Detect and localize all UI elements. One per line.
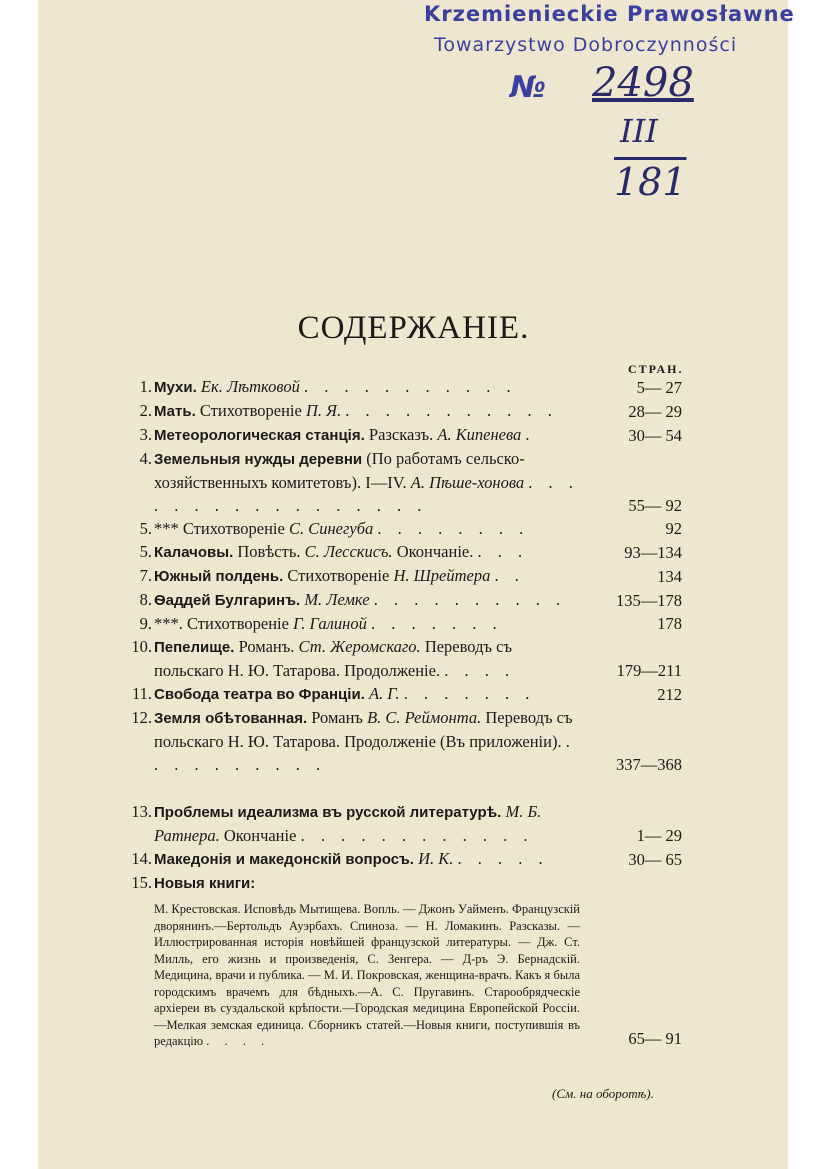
entry-title: Метеорологическая станція. (154, 427, 365, 444)
leader-dots: . . . . . . . . . . . (303, 377, 517, 396)
entry-pages: 30— 54 (628, 426, 682, 445)
leader-dots: . . . . . . . (370, 614, 503, 633)
books-pages: 65— 91 (628, 1028, 682, 1048)
entry-genre: Романъ. (238, 637, 295, 656)
entry-title: Свобода театра во Франціи. (154, 686, 365, 703)
leader-dots: . . . . . . . . (377, 519, 530, 538)
entry-genre: Разсказъ. (368, 425, 434, 444)
entry-author: М. Б. Ратнера. (154, 802, 542, 845)
entry-pages: 5— 27 (636, 378, 682, 397)
toc-entry (110, 800, 690, 847)
books-description: М. Крестовская. Исповѣдь Мытищева. Вопль. — Джонъ Уайменъ. Французскій дворянинъ.—Бертольдъ Ауэрбахъ. Спиноза. — Н. Ломакинъ. Разсказы. — Иллюстрированная исторія новѣйшей французской литературы. — Дж. Ст. Милль, его жизнь и произведенія, С. Зенгера. — Д-ръ Э. Бернадскій. Медицина, врачи и публика. — М. И. Покровская, женщина-врачъ. Какъ я была городскимъ врачемъ для бѣдныхъ.—А. С. Пругавинъ. Старообрядческіе архіереи въ суздальской крѣпости.—Городская медицина Европейской Россіи.—Мелкая земская единица. Сборникъ статей.—Новыя книги, поступившія въ редакцію (154, 902, 580, 1048)
entry-text (154, 540, 580, 564)
entry-number: 13. (131, 802, 152, 821)
entry-number: 11. (131, 684, 152, 703)
leader-dots: . . . . . . . . . . . . . . . . . (154, 473, 579, 515)
toc-entry (110, 682, 690, 706)
entry-number: 5. (139, 519, 152, 538)
entry-author: Г. Галиной (293, 614, 367, 633)
leader-dots: . . . . (444, 661, 516, 680)
entry-author: А. Кипенева (437, 425, 522, 444)
toc-entry (110, 564, 690, 588)
leader-dots: . . . . . . . . . . . . (300, 826, 534, 845)
toc-entry (110, 847, 690, 871)
entry-text (154, 800, 580, 847)
entry-text (154, 682, 580, 706)
toc-entry (110, 375, 690, 399)
handwritten-volume-mark: III (620, 112, 658, 150)
toc-entry (110, 635, 690, 682)
entry-pages: 178 (657, 614, 682, 633)
entry-number: 4. (139, 449, 152, 468)
entry-text (154, 588, 580, 612)
pages-column-header: СТРАН. (628, 362, 684, 376)
toc-entry (110, 423, 690, 447)
entry-text (154, 447, 580, 517)
entry-author: И. К. (418, 849, 454, 868)
entry-text (154, 399, 580, 423)
new-books-list (110, 901, 690, 1050)
toc-entry (110, 588, 690, 612)
entry-title: Мухи. (154, 379, 197, 396)
stamp-number-sign: № (510, 70, 547, 105)
entry-genre: Стихотвореніе (287, 566, 390, 585)
entry-genre: Стихотвореніе (199, 401, 302, 420)
entry-author: Ек. Лѣтковой (200, 377, 300, 396)
entry-genre: (По работамъ сельско-хозяйственныхъ комитетовъ). I—IV. (154, 449, 525, 492)
entry-number: 10. (131, 637, 152, 656)
leader-dots: . . . . . . . (403, 684, 536, 703)
entry-text (154, 517, 580, 540)
entry-number: 2. (139, 401, 152, 420)
entry-author: А. Г. (368, 684, 400, 703)
entry-text (154, 847, 580, 871)
entry-author: Ст. Жеромскаго. (298, 637, 421, 656)
entry-author: Н. Шрейтера (393, 566, 491, 585)
entry-pages: 55— 92 (628, 496, 682, 515)
entry-title: Проблемы идеализма въ русской литературѣ. (154, 804, 502, 821)
entry-number: 3. (139, 425, 152, 444)
entry-number: 5. (139, 542, 152, 561)
leader-dots: . . . . (206, 1034, 271, 1048)
entry-number: 14. (131, 849, 152, 868)
entry-pages: 337—368 (616, 755, 682, 774)
entry-text (154, 871, 580, 895)
section-gap (110, 776, 690, 800)
entry-pages: 28— 29 (628, 402, 682, 421)
leader-dots: . . (494, 566, 525, 585)
entry-text (154, 706, 580, 776)
entry-title: Южный полдень. (154, 568, 284, 585)
entry-genre: Повѣсть. (237, 542, 301, 561)
entry-pages: 93—134 (624, 543, 682, 562)
entry-pages: 92 (665, 519, 682, 538)
entry-title: Земля обѣтованная. (154, 710, 308, 727)
entry-title: Пепелище. (154, 639, 235, 656)
toc-entry (110, 447, 690, 517)
entry-title: Земельныя нужды деревни (154, 451, 363, 468)
toc-entry (110, 517, 690, 540)
entry-author: С. Лесскисъ. (304, 542, 393, 561)
entry-text (154, 423, 580, 447)
entry-number: 8. (139, 590, 152, 609)
toc-entry (110, 540, 690, 564)
entry-number: 15. (131, 873, 152, 892)
entry-text (154, 635, 580, 682)
entry-note: Окончаніе. (396, 542, 474, 561)
entry-genre: Романъ (311, 708, 363, 727)
entry-number: 1. (139, 377, 152, 396)
entry-text (154, 564, 580, 588)
entry-author: В. С. Реймонта. (367, 708, 482, 727)
toc-entry (110, 871, 690, 895)
leader-dots: . . . . . . . . . . (154, 732, 576, 774)
leader-dots: . . . . . (457, 849, 549, 868)
entry-title: Калачовы. (154, 544, 234, 561)
entry-pages: 134 (657, 567, 682, 586)
toc-entry (110, 612, 690, 635)
entry-pages: 135—178 (616, 591, 682, 610)
stamp-line-1: Krzemienieckie Prawosławne (424, 2, 795, 26)
entry-number: 7. (139, 566, 152, 585)
entry-genre: ***. Стихотвореніе (154, 614, 289, 633)
entry-author: М. Лемке (304, 590, 370, 609)
toc-entry (110, 399, 690, 423)
entry-title: Македонія и македонскій вопросъ. (154, 851, 414, 868)
page-title: СОДЕРЖАНІЕ. (297, 310, 530, 346)
leader-dots: . . . . . . . . . . . (345, 401, 558, 420)
handwritten-inventory-number: 2498 (592, 60, 694, 106)
toc-entry (110, 706, 690, 776)
entry-pages: 212 (657, 685, 682, 704)
entry-text (154, 612, 580, 635)
entry-genre: *** Стихотвореніе (154, 519, 285, 538)
entry-number: 12. (131, 708, 152, 727)
entry-pages: 1— 29 (636, 826, 682, 845)
entry-note: Переводъ съ польскаго Н. Ю. Татарова. Продолженіе (Въ приложеніи). (154, 708, 573, 751)
table-of-contents (110, 375, 690, 1050)
handwritten-issue-mark: 181 (614, 160, 687, 204)
leader-dots: . . . (477, 542, 529, 561)
entry-title: Новыя книги: (154, 875, 256, 892)
entry-note: Окончаніе (223, 826, 297, 845)
entry-title: Ѳаддей Булгаринъ. (154, 592, 301, 609)
entry-author: А. Пѣше-хонова (410, 473, 525, 492)
entry-author: П. Я. (305, 401, 342, 420)
entry-text (154, 375, 580, 399)
entry-pages: 179—211 (616, 661, 682, 680)
stamp-line-2: Towarzystwo Dobroczynności (434, 34, 738, 56)
entry-pages: 30— 65 (628, 850, 682, 869)
entry-author: С. Синегуба (288, 519, 374, 538)
entry-number: 9. (139, 614, 152, 633)
turn-over-note: (См. на оборотѣ). (552, 1086, 654, 1101)
leader-dots: . (525, 425, 536, 444)
new-books-text (154, 901, 580, 1050)
entry-note: Переводъ съ польскаго Н. Ю. Татарова. Продолженіе. (154, 637, 512, 680)
leader-dots: . . . . . . . . . . (373, 590, 567, 609)
entry-title: Мать. (154, 403, 196, 420)
